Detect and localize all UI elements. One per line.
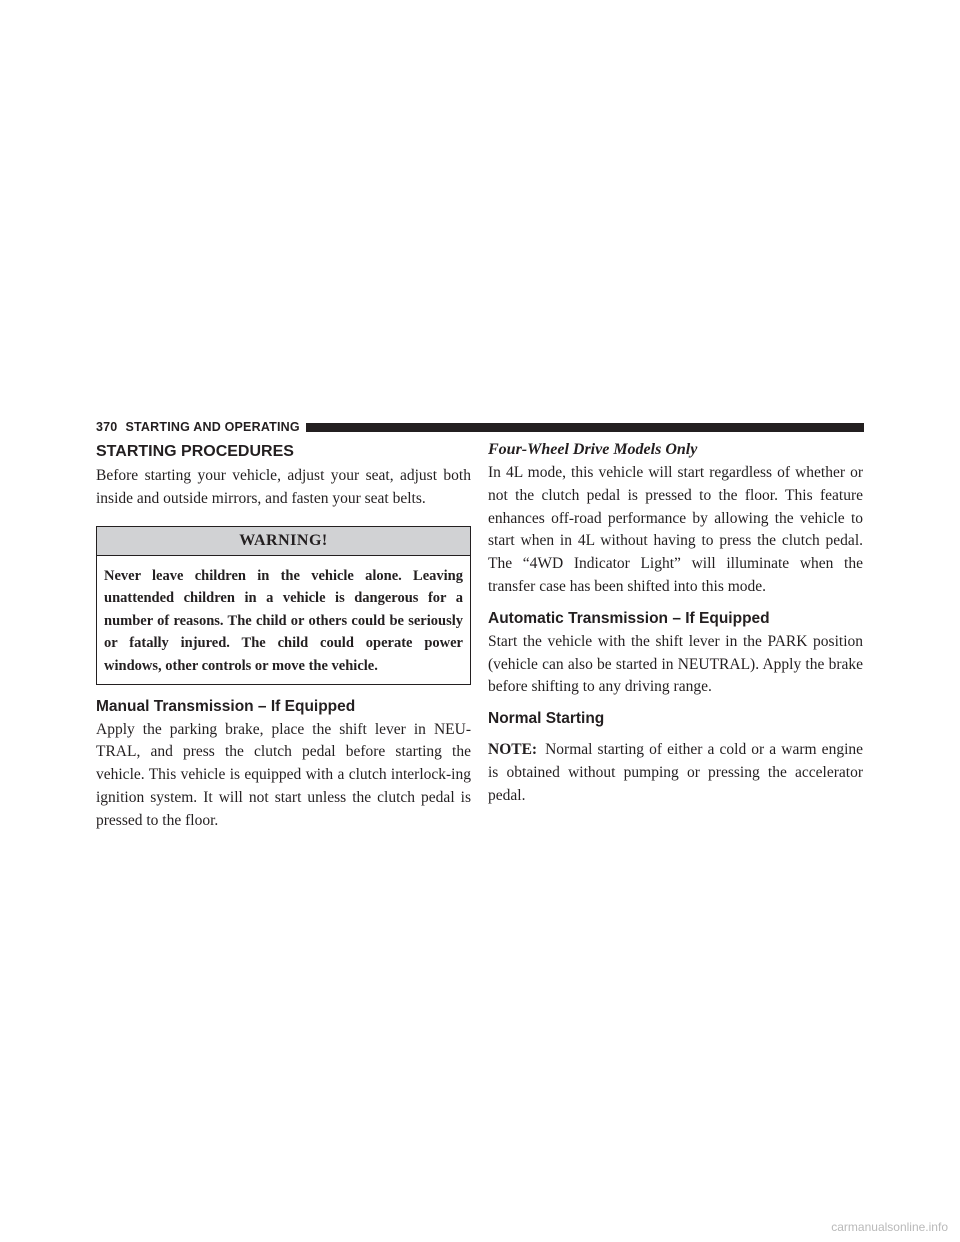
watermark: carmanualsonline.info (831, 1220, 948, 1234)
manual-transmission-text: Apply the parking brake, place the shift lever in NEU-TRAL, and press the clutch pedal before starting the vehicle. This vehicle is equipped with a clutch interlock-ing ignition system. It will not start unless the clutch pedal is pressed to the floor. (96, 720, 471, 829)
page-header (96, 417, 864, 437)
manual-transmission-heading: Manual Transmission – If Equipped (96, 697, 356, 715)
section-name: STARTING AND OPERATING (125, 420, 300, 434)
left-column (96, 440, 471, 833)
page-number: 370 (96, 420, 118, 434)
warning-text: Never leave children in the vehicle alone. Leaving unattended children in a vehicle is dangerous for a number of reasons. The child or others could be seriously or fatally injured. The child could operate power windows, other controls or move the vehicle. (104, 567, 463, 674)
warning-box (96, 526, 471, 685)
four-wheel-text: In 4L mode, this vehicle will start regardless of whether or not the clutch pedal is pressed to the floor. This feature enhances off-road performance by allowing the vehicle to start when in 4L without having to press the clutch pedal. The “4WD Indicator Light” will illuminate when the transfer case has been shifted into this mode. (488, 464, 863, 595)
automatic-transmission-text: Start the vehicle with the shift lever in the PARK position (vehicle can also be started in NEUTRAL). Apply the brake before shifting to any driving range. (488, 632, 863, 696)
warning-heading: WARNING! (97, 527, 470, 556)
right-column (488, 440, 863, 808)
intro-paragraph: Before starting your vehicle, adjust your seat, adjust both inside and outside mirrors, and fasten your seat belts. (96, 467, 471, 507)
section-title: STARTING PROCEDURES (96, 443, 294, 460)
note-label: NOTE: (488, 741, 538, 759)
note-text: Normal starting of either a cold or a warm engine is obtained without pumping or pressing the accelerator pedal. (488, 741, 863, 804)
four-wheel-heading: Four-Wheel Drive Models Only (488, 441, 698, 458)
header-rule (306, 423, 864, 432)
normal-starting-heading: Normal Starting (488, 710, 605, 728)
automatic-transmission-heading: Automatic Transmission – If Equipped (488, 609, 770, 627)
note-paragraph (488, 739, 863, 807)
